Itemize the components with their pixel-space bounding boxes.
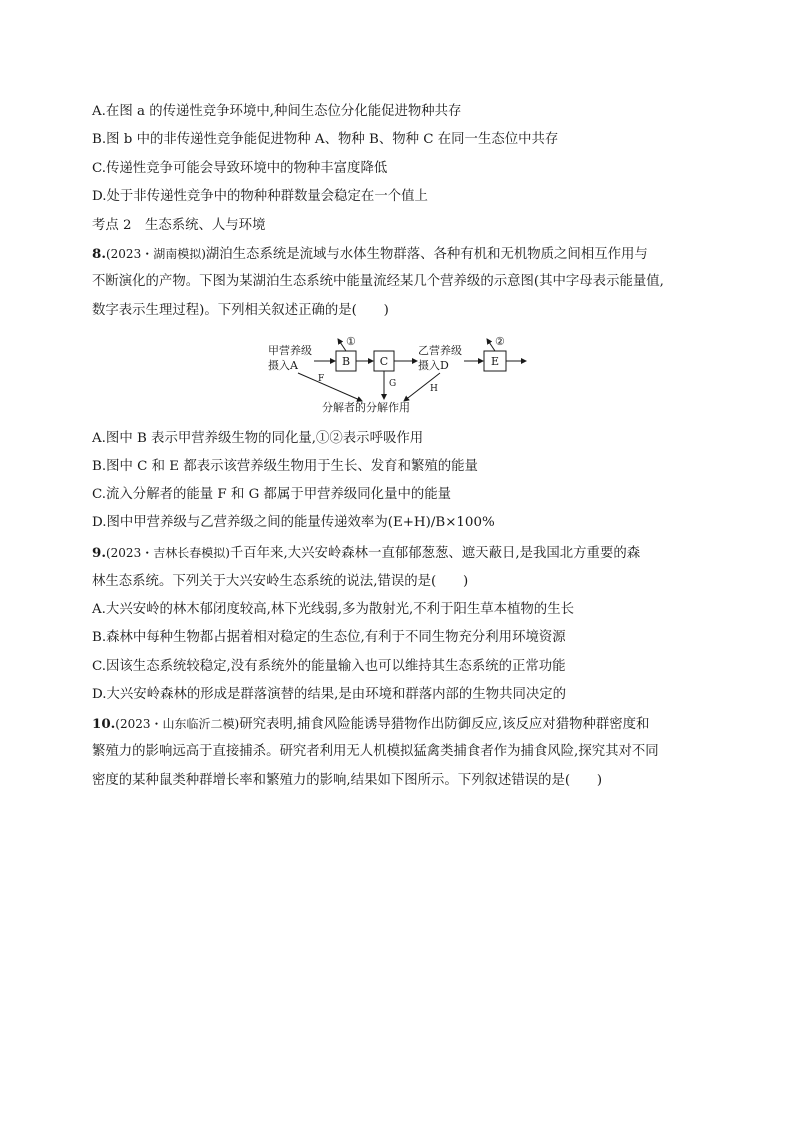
- q10-stem-line3: 密度的某种鼠类种群增长率和繁殖力的影响,结果如下图所示。下列叙述错误的是( ): [92, 773, 603, 788]
- q8-number: 8.: [92, 246, 106, 262]
- section-heading: 考点 2 生态系统、人与环境: [92, 218, 266, 233]
- q10-source: (2023・山东临沂二模): [115, 717, 240, 731]
- circle-1-label: ①: [346, 335, 356, 348]
- q9-option-b: B.森林中每种生物都占据着相对稳定的生态位,有利于不同生物充分利用环境资源: [92, 630, 566, 645]
- q8-stem-line2: 不断演化的产物。下图为某湖泊生态系统中能量流经某几个营养级的示意图(其中字母表示能量值,: [92, 274, 664, 289]
- arrow-b-to-1: [338, 339, 346, 351]
- q10-number: 10.: [92, 716, 116, 732]
- q9-source: (2023・吉林长春模拟): [105, 546, 230, 560]
- q9-stem-line1: [92, 544, 640, 563]
- q7-option-c: C.传递性竞争可能会导致环境中的物种丰富度降低: [92, 161, 388, 176]
- q9-stem-line2: 林生态系统。下列关于大兴安岭生态系统的说法,错误的是( ): [92, 574, 469, 589]
- q9-stem-text: 千百年来,大兴安岭森林一直郁郁葱葱、遮天蔽日,是我国北方重要的森: [229, 546, 641, 561]
- arrow-e-to-2: [487, 339, 495, 351]
- q8-source: (2023・湖南模拟): [105, 247, 206, 261]
- box-c-label: C: [379, 355, 389, 368]
- label-trophic-d-line2: 摄入D: [418, 359, 449, 372]
- label-h: H: [430, 384, 438, 394]
- circle-2-label: ②: [495, 335, 505, 348]
- label-decomposer: 分解者的分解作用: [322, 401, 410, 414]
- q9-option-d: D.大兴安岭森林的形成是群落演替的结果,是由环境和群落内部的生物共同决定的: [92, 687, 567, 702]
- q10-stem-text: 研究表明,捕食风险能诱导猎物作出防御反应,该反应对猎物种群密度和: [239, 717, 650, 732]
- q8-stem-line3: 数字表示生理过程)。下列相关叙述正确的是( ): [92, 303, 389, 318]
- arrow-f: [298, 373, 362, 401]
- box-e-label: E: [490, 355, 500, 368]
- q10-stem-line2: 繁殖力的影响远高于直接捕杀。研究者利用无人机模拟猛禽类捕食者作为捕食风险,探究其对不同: [92, 744, 659, 759]
- q9-option-a: A.大兴安岭的林木郁闭度较高,林下光线弱,多为散射光,不利于阳生草本植物的生长: [92, 602, 574, 617]
- q8-stem-line1: [92, 245, 648, 264]
- q8-option-c: C.流入分解者的能量 F 和 G 都属于甲营养级同化量中的能量: [92, 487, 452, 502]
- q7-option-a: A.在图 a 的传递性竞争环境中,种间生态位分化能促进物种共存: [92, 104, 462, 119]
- label-f: F: [318, 374, 325, 384]
- label-trophic-a-line2: 摄入A: [268, 359, 298, 372]
- label-trophic-d-line1: 乙营养级: [418, 344, 462, 357]
- q8-option-a: A.图中 B 表示甲营养级生物的同化量,①②表示呼吸作用: [92, 431, 424, 446]
- q7-option-b: B.图 b 中的非传递性竞争能促进物种 A、物种 B、物种 C 在同一生态位中共存: [92, 132, 559, 147]
- q8-stem-text: 湖泊生态系统是流域与水体生物群落、各种有机和无机物质之间相互作用与: [205, 247, 648, 262]
- energy-flow-diagram: [258, 330, 538, 416]
- q8-option-d: D.图中甲营养级与乙营养级之间的能量传递效率为(E+H)/B×100%: [92, 515, 495, 530]
- q7-option-d: D.处于非传递性竞争中的物种种群数量会稳定在一个值上: [92, 189, 428, 204]
- q10-stem-line1: [92, 715, 649, 734]
- q9-number: 9.: [92, 545, 106, 561]
- label-g: G: [389, 379, 397, 389]
- q8-option-b: B.图中 C 和 E 都表示该营养级生物用于生长、发育和繁殖的能量: [92, 459, 478, 474]
- label-trophic-a-line1: 甲营养级: [268, 344, 312, 357]
- q9-option-c: C.因该生态系统较稳定,没有系统外的能量输入也可以维持其生态系统的正常功能: [92, 659, 566, 674]
- box-b-label: B: [341, 355, 351, 368]
